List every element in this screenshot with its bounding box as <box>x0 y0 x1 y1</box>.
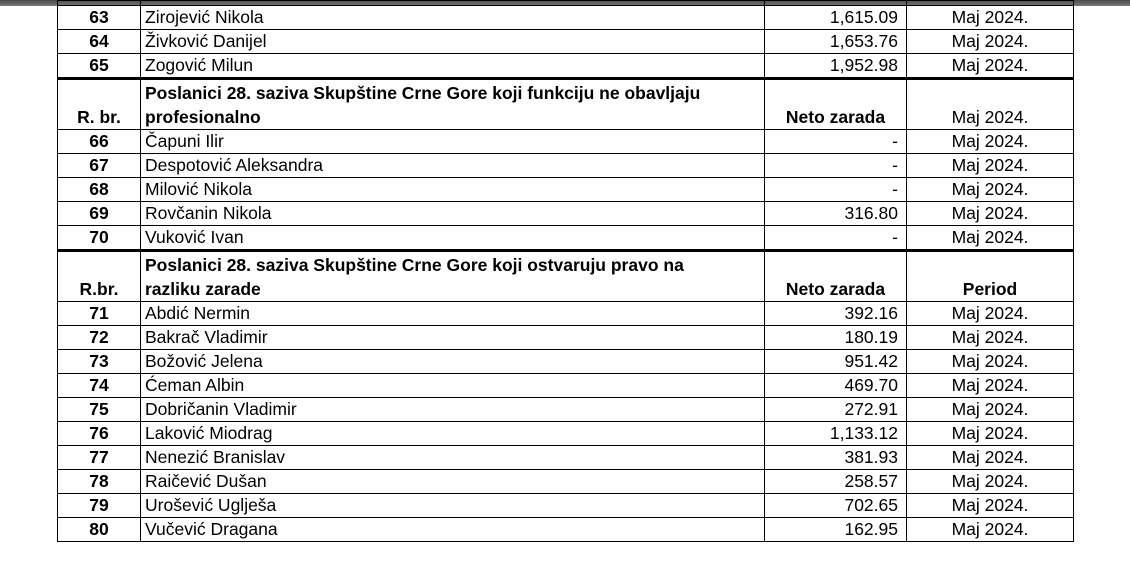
deputy-name: Urošević Uglješa <box>141 494 765 518</box>
deputy-name: Dobričanin Vladimir <box>141 398 765 422</box>
table-row <box>58 446 1074 470</box>
section-header <box>58 251 1074 302</box>
deputy-name: Živković Danijel <box>141 30 765 54</box>
net-salary: - <box>765 226 907 251</box>
net-salary: 1,653.76 <box>765 30 907 54</box>
period: Maj 2024. <box>907 422 1074 446</box>
row-number: 72 <box>58 326 141 350</box>
deputy-name: Vuković Ivan <box>141 226 765 251</box>
period: Maj 2024. <box>907 446 1074 470</box>
salary-table-page <box>57 0 1073 542</box>
net-salary: 392.16 <box>765 302 907 326</box>
net-salary: 381.93 <box>765 446 907 470</box>
row-number: 65 <box>58 54 141 79</box>
header-period: Maj 2024. <box>907 79 1074 130</box>
header-net-salary: Neto zarada <box>765 251 907 302</box>
net-salary: - <box>765 130 907 154</box>
row-number: 68 <box>58 178 141 202</box>
period: Maj 2024. <box>907 226 1074 251</box>
deputy-name: Zogović Milun <box>141 54 765 79</box>
table-row <box>58 178 1074 202</box>
header-row-number: R.br. <box>58 251 141 302</box>
period: Maj 2024. <box>907 326 1074 350</box>
row-number: 67 <box>58 154 141 178</box>
table-row <box>58 398 1074 422</box>
row-number: 77 <box>58 446 141 470</box>
deputy-name: Laković Miodrag <box>141 422 765 446</box>
row-number: 75 <box>58 398 141 422</box>
period: Maj 2024. <box>907 494 1074 518</box>
deputy-name: Čapuni Ilir <box>141 130 765 154</box>
table-row <box>58 518 1074 542</box>
table-row <box>58 154 1074 178</box>
table-row <box>58 54 1074 79</box>
section-title: Poslanici 28. saziva Skupštine Crne Gore koji funkciju ne obavljaju profesionalno <box>141 79 765 130</box>
net-salary: 316.80 <box>765 202 907 226</box>
period: Maj 2024. <box>907 518 1074 542</box>
period: Maj 2024. <box>907 178 1074 202</box>
table-row <box>58 226 1074 251</box>
deputy-name: Vučević Dragana <box>141 518 765 542</box>
net-salary: 272.91 <box>765 398 907 422</box>
net-salary: 1,615.09 <box>765 6 907 30</box>
table-row <box>58 374 1074 398</box>
deputy-name: Raičević Dušan <box>141 470 765 494</box>
deputy-name: Nenezić Branislav <box>141 446 765 470</box>
period: Maj 2024. <box>907 374 1074 398</box>
table-row <box>58 350 1074 374</box>
net-salary: 180.19 <box>765 326 907 350</box>
row-number: 63 <box>58 6 141 30</box>
section-header <box>58 79 1074 130</box>
period: Maj 2024. <box>907 398 1074 422</box>
deputy-name: Ćeman Albin <box>141 374 765 398</box>
net-salary: - <box>765 178 907 202</box>
deputy-name: Bakrač Vladimir <box>141 326 765 350</box>
table-row <box>58 494 1074 518</box>
net-salary: 1,952.98 <box>765 54 907 79</box>
period: Maj 2024. <box>907 302 1074 326</box>
row-number: 69 <box>58 202 141 226</box>
row-number: 76 <box>58 422 141 446</box>
row-number: 79 <box>58 494 141 518</box>
header-row-number: R. br. <box>58 79 141 130</box>
deputy-name: Rovčanin Nikola <box>141 202 765 226</box>
deputy-name: Milović Nikola <box>141 178 765 202</box>
header-net-salary: Neto zarada <box>765 79 907 130</box>
net-salary: 951.42 <box>765 350 907 374</box>
period: Maj 2024. <box>907 350 1074 374</box>
period: Maj 2024. <box>907 154 1074 178</box>
salary-table-body <box>58 1 1074 542</box>
table-row <box>58 422 1074 446</box>
row-number: 66 <box>58 130 141 154</box>
period: Maj 2024. <box>907 54 1074 79</box>
period: Maj 2024. <box>907 470 1074 494</box>
header-period: Period <box>907 251 1074 302</box>
row-number: 78 <box>58 470 141 494</box>
row-number: 71 <box>58 302 141 326</box>
period: Maj 2024. <box>907 130 1074 154</box>
table-row <box>58 130 1074 154</box>
period: Maj 2024. <box>907 30 1074 54</box>
row-number: 74 <box>58 374 141 398</box>
net-salary: - <box>765 154 907 178</box>
period: Maj 2024. <box>907 6 1074 30</box>
salary-table <box>57 0 1074 542</box>
table-row <box>58 6 1074 30</box>
table-row <box>58 326 1074 350</box>
table-row <box>58 30 1074 54</box>
deputy-name: Zirojević Nikola <box>141 6 765 30</box>
section-title: Poslanici 28. saziva Skupštine Crne Gore koji ostvaruju pravo na razliku zarade <box>141 251 765 302</box>
net-salary: 258.57 <box>765 470 907 494</box>
row-number: 80 <box>58 518 141 542</box>
row-number: 64 <box>58 30 141 54</box>
table-row <box>58 470 1074 494</box>
table-row <box>58 302 1074 326</box>
net-salary: 702.65 <box>765 494 907 518</box>
deputy-name: Abdić Nermin <box>141 302 765 326</box>
deputy-name: Despotović Aleksandra <box>141 154 765 178</box>
period: Maj 2024. <box>907 202 1074 226</box>
table-row <box>58 202 1074 226</box>
net-salary: 469.70 <box>765 374 907 398</box>
net-salary: 162.95 <box>765 518 907 542</box>
row-number: 70 <box>58 226 141 251</box>
row-number: 73 <box>58 350 141 374</box>
deputy-name: Božović Jelena <box>141 350 765 374</box>
net-salary: 1,133.12 <box>765 422 907 446</box>
